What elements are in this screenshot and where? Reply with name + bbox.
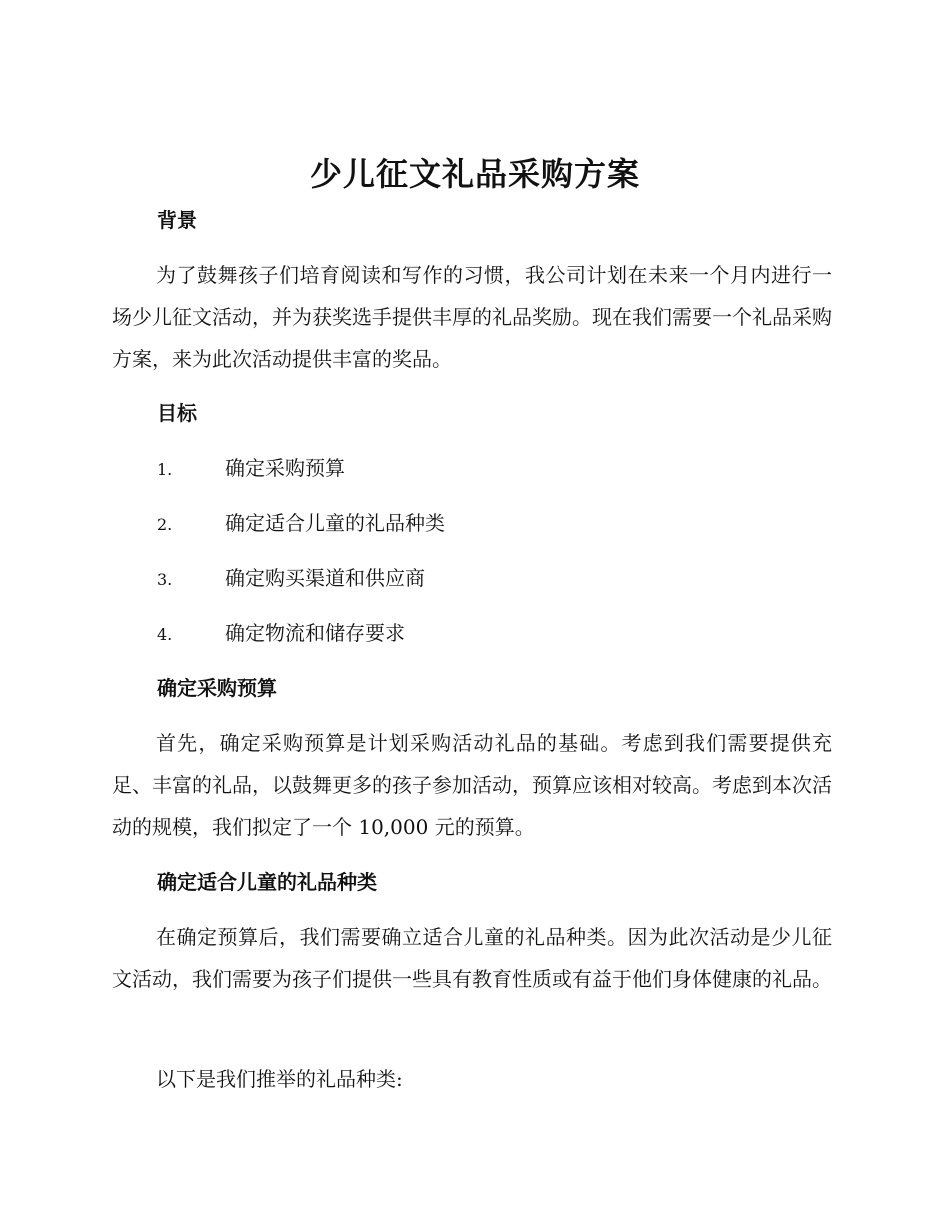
goal-list-item xyxy=(157,508,797,540)
list-number: 3. xyxy=(157,570,173,589)
section-heading-budget: 确定采购预算 xyxy=(157,676,277,700)
goal-list-item xyxy=(157,453,797,485)
budget-paragraph: 首先，确定采购预算是计划采购活动礼品的基础。考虑到我们需要提供充足、丰富的礼品，以鼓舞更多的孩子参加活动，预算应该相对较高。考虑到本次活动的规模，我们拟定了一个 10,000 元的预算。 xyxy=(112,731,832,839)
section-heading-background: 背景 xyxy=(157,208,197,232)
section-heading-goals: 目标 xyxy=(157,401,197,425)
list-number: 2. xyxy=(157,515,173,534)
gift-types-paragraph: 在确定预算后，我们需要确立适合儿童的礼品种类。因为此次活动是少儿征文活动，我们需要为孩子们提供一些具有教育性质或有益于他们身体健康的礼品。 xyxy=(112,925,832,991)
background-paragraph: 为了鼓舞孩子们培育阅读和写作的习惯，我公司计划在未来一个月内进行一场少儿征文活动，并为获奖选手提供丰厚的礼品奖励。现在我们需要一个礼品采购方案，来为此次活动提供丰富的奖品。 xyxy=(112,263,832,371)
gift-types-intro: 以下是我们推举的礼品种类: xyxy=(156,1067,403,1091)
document-title: 少儿征文礼品采购方案 xyxy=(309,155,640,193)
list-text: 确定购买渠道和供应商 xyxy=(225,566,425,590)
list-text: 确定适合儿童的礼品种类 xyxy=(225,511,445,535)
list-text: 确定物流和储存要求 xyxy=(225,621,405,645)
list-text: 确定采购预算 xyxy=(225,456,345,480)
goal-list-item xyxy=(157,618,797,650)
list-number: 4. xyxy=(157,625,173,644)
list-number: 1. xyxy=(157,460,173,479)
section-heading-gift-types: 确定适合儿童的礼品种类 xyxy=(157,870,377,894)
goal-list-item xyxy=(157,563,797,595)
